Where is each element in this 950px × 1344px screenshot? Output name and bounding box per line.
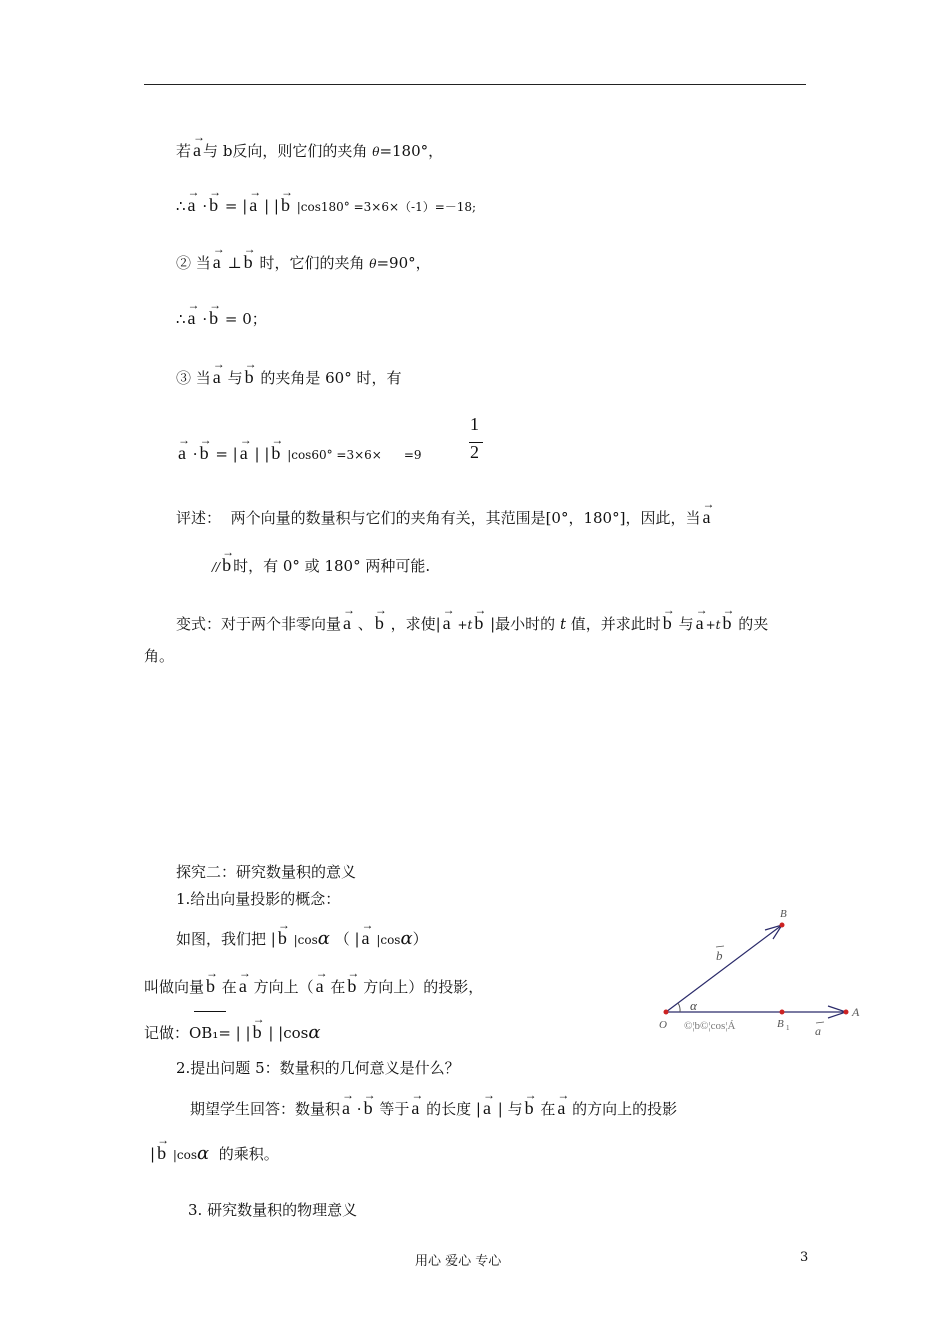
vector-b-line [666,925,782,1012]
vector-a: → a [411,1098,419,1118]
fraction-numerator: 1 [470,414,479,434]
label-b1-sub: 1 [786,1024,790,1032]
vector-a: → a [178,443,186,463]
vector-b: → b [375,613,384,633]
vector-b: → b [722,613,731,633]
text-line-12: 1.给出向量投影的概念： [176,890,341,908]
fraction-denominator: 2 [470,442,479,462]
page-number: 3 [800,1250,809,1265]
vector-a: → a [443,613,451,633]
label-vec-a: a [815,1024,821,1038]
text-line-13: 如图，我们把 |→ b |cosα （ |→ a |cosα） [176,928,428,950]
text-line-14: 叫做向量→ b 在→ a 方向上（→ a 在→ b 方向上）的投影， [144,976,483,997]
vector-b: → b [364,1098,373,1118]
label-alpha: α [690,998,697,1013]
text-line-2: ∴→ a ·→ b = |→ a | |→ b |cos180° =3×6×（-1）=－18; [176,195,476,217]
text-line-5: ③ 当→ a 与→ b 的夹角是 60° 时，有 [176,367,401,388]
angle-arc [678,1003,680,1012]
garbled-label: ©¦b©¦cos¦Á [684,1020,736,1032]
text-line-8: //→ b 时，有 0° 或 180° 两种可能. [212,555,430,577]
vector-b: → b [206,976,215,996]
text-line-6: → a ·→ b = |→ a | |→ b |cos60° =3×6× =9 [176,443,422,465]
point-a [844,1010,849,1015]
vector-a: → a [702,507,710,527]
point-b [780,923,785,928]
vector-b: → b [281,195,290,215]
point-o [664,1010,669,1015]
vector-a: → a [213,252,221,272]
text-line-15: 记做：OB₁= | |→ b | |cosα [144,1022,321,1043]
vector-b: → b [244,252,253,272]
vector-a: → a [316,976,324,996]
vector-b: → b [209,308,218,328]
vector-b: → b [278,928,287,948]
text-line-1: 若→ a 与 b反向，则它们的夹角 θ=180°， [176,140,443,162]
vector-a: → a [188,195,196,215]
text-line-9: 变式：对于两个非零向量→ a 、→ b ，求使|→ a +t→ b |最小时的 t 值，并求此时→ b 与→ a +t→ b 的夹 [176,613,768,635]
label-o: O [659,1019,667,1031]
vector-a: → a [249,195,257,215]
footer-text: 用心 爱心 专心 [415,1254,502,1269]
text-line-4: ∴→ a ·→ b = 0； [176,308,267,329]
projection-figure [650,900,870,1045]
vector-a: → a [696,613,704,633]
vector-b: → b [525,1098,534,1118]
vector-a: → a [342,1098,350,1118]
text-line-18: |→ b |cosα 的乘积。 [150,1143,279,1165]
vector-a: → a [483,1098,491,1118]
vector-a: → a [213,367,221,387]
label-vec-b: b [716,948,723,963]
vector-b: → b [663,613,672,633]
vector-b: → b [222,555,231,575]
ob1-overbar [194,1011,226,1012]
vector-a: → a [557,1098,565,1118]
label-a: A [852,1005,860,1019]
vector-b: → b [474,613,483,633]
text-line-10: 角。 [144,647,175,665]
vector-a: → a [193,140,201,160]
vector-a: → a [240,443,248,463]
vector-a: → a [239,976,247,996]
label-b: B [780,908,787,920]
text-line-16: 2.提出问题 5：数量积的几何意义是什么？ [176,1059,460,1077]
text-line-17: 期望学生回答：数量积→ a ·→ b 等于→ a 的长度 |→ a | 与→ b 在→ a 的方向上的投影 [190,1098,677,1119]
vector-b: → b [347,976,356,996]
vector-a: → a [188,308,196,328]
vector-a: → a [362,928,370,948]
vector-b: → b [245,367,254,387]
point-b1 [780,1010,785,1015]
text-line-7: 评述： 两个向量的数量积与它们的夹角有关，其范围是[0°，180°]，因此，当→ a [176,507,712,528]
label-b1: B [777,1018,784,1030]
text-line-19: 3. 研究数量积的物理意义 [188,1201,358,1219]
vector-b: → b [209,195,218,215]
vector-b: → b [200,443,209,463]
section-title: 探究二：研究数量积的意义 [176,863,357,881]
vector-b: → b [253,1022,262,1042]
header-rule [144,84,806,85]
vector-b: → b [271,443,280,463]
text-line-3: ② 当→ a ⊥→ b 时，它们的夹角 θ=90°， [176,252,431,274]
vector-b: → b [157,1143,166,1163]
vector-a: → a [343,613,351,633]
